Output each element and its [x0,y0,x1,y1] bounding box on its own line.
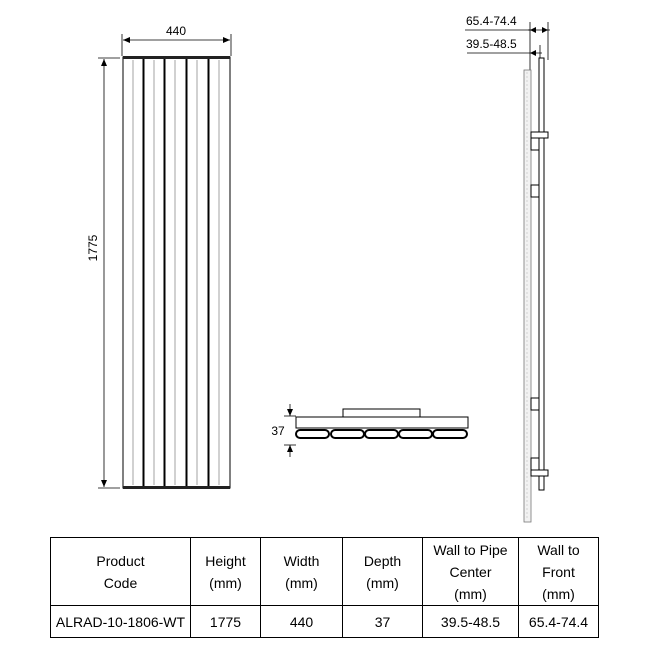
wall-to-front-label: 65.4-74.4 [466,14,517,28]
header-depth: Depth (mm) [343,538,423,606]
header-height: Height (mm) [191,538,261,606]
header-wall-to-pipe: Wall to Pipe Center (mm) [423,538,519,606]
side-view [465,14,550,522]
table-row [51,606,599,638]
radiator-plan [296,409,468,438]
cell-height: 1775 [191,606,261,638]
cell-wall-to-pipe: 39.5-48.5 [423,606,519,638]
width-dimension-label: 440 [165,24,187,38]
header-wall-to-front: Wall to Front (mm) [519,538,599,606]
header-width: Width (mm) [261,538,343,606]
table-header-row [51,538,599,606]
spec-table [50,537,599,638]
header-product-code: Product Code [51,538,191,606]
depth-dimension-label: 37 [271,424,285,438]
wall-to-pipe-label: 39.5-48.5 [466,37,517,51]
height-dimension-label: 1775 [86,234,100,262]
radiator-front [123,56,230,489]
cell-depth: 37 [343,606,423,638]
top-view [271,404,468,457]
cell-width: 440 [261,606,343,638]
radiator-side [539,58,544,490]
cell-wall-to-front: 65.4-74.4 [519,606,599,638]
cell-product-code: ALRAD-10-1806-WT [51,606,191,638]
wall-section [524,70,531,522]
front-view [86,24,231,489]
